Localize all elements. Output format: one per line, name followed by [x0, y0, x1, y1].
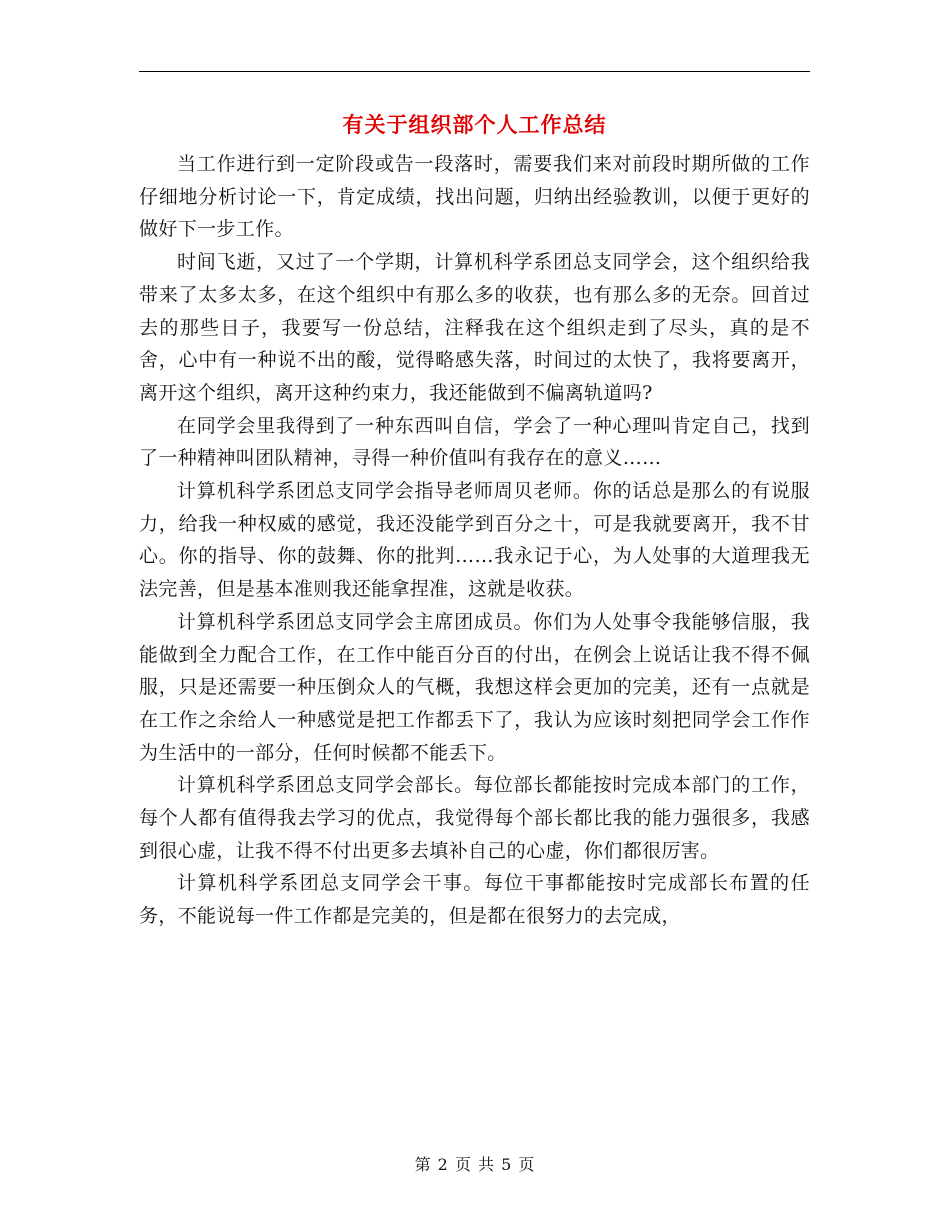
- page-number: 第 2 页 共 5 页: [414, 1155, 536, 1174]
- paragraph-time-flies: 时间飞逝，又过了一个学期，计算机科学系团总支同学会，这个组织给我带来了太多太多，在这个组织中有那么多的收获，也有那么多的无奈。回首过去的那些日子，我要写一份总结，注释我在这个组织走到了尽头，真的是不舍，心中有一种说不出的酸，觉得略感失落，时间过的太快了，我将要离开，离开这个组织，离开这种约束力，我还能做到不偏离轨道吗?: [139, 251, 810, 404]
- page-footer: [0, 1153, 950, 1177]
- header-rule: [139, 71, 810, 72]
- paragraph-confidence: 在同学会里我得到了一种东西叫自信，学会了一种心理叫肯定自己，找到了一种精神叫团队精神，寻得一种价值叫有我存在的意义……: [139, 414, 810, 470]
- paragraph-presidium: 计算机科学系团总支同学会主席团成员。你们为人处事令我能够信服，我能做到全力配合工作，在工作中能百分百的付出，在例会上说话让我不得不佩服，只是还需要一种压倒众人的气概，我想这样会更加的完美，还有一点就是在工作之余给人一种感觉是把工作都丢下了，我认为应该时刻把同学会工作作为生活中的一部分，任何时候都不能丢下。: [139, 610, 810, 764]
- document-title: 有关于组织部个人工作总结: [342, 112, 607, 137]
- paragraph-advisor: 计算机科学系团总支同学会指导老师周贝老师。你的话总是那么的有说服力，给我一种权威的感觉，我还没能学到百分之十，可是我就要离开，我不甘心。你的指导、你的鼓舞、你的批判……我永记于心，为人处事的大道理我无法完善，但是基本准则我还能拿捏准，这就是收获。: [139, 480, 810, 601]
- document-body: [139, 148, 810, 933]
- paragraph-intro: 当工作进行到一定阶段或告一段落时，需要我们来对前段时期所做的工作仔细地分析讨论一下，肯定成绩，找出问题，归纳出经验教训，以便于更好的做好下一步工作。: [139, 153, 810, 241]
- paragraph-ministers: 计算机科学系团总支同学会部长。每位部长都能按时完成本部门的工作，每个人都有值得我去学习的优点，我觉得每个部长都比我的能力强很多，我感到很心虚，让我不得不付出更多去填补自己的心虚，你们都很厉害。: [139, 774, 810, 862]
- paragraph-officers: 计算机科学系团总支同学会干事。每位干事都能按时完成部长布置的任务，不能说每一件工作都是完美的，但是都在很努力的去完成，: [139, 872, 810, 928]
